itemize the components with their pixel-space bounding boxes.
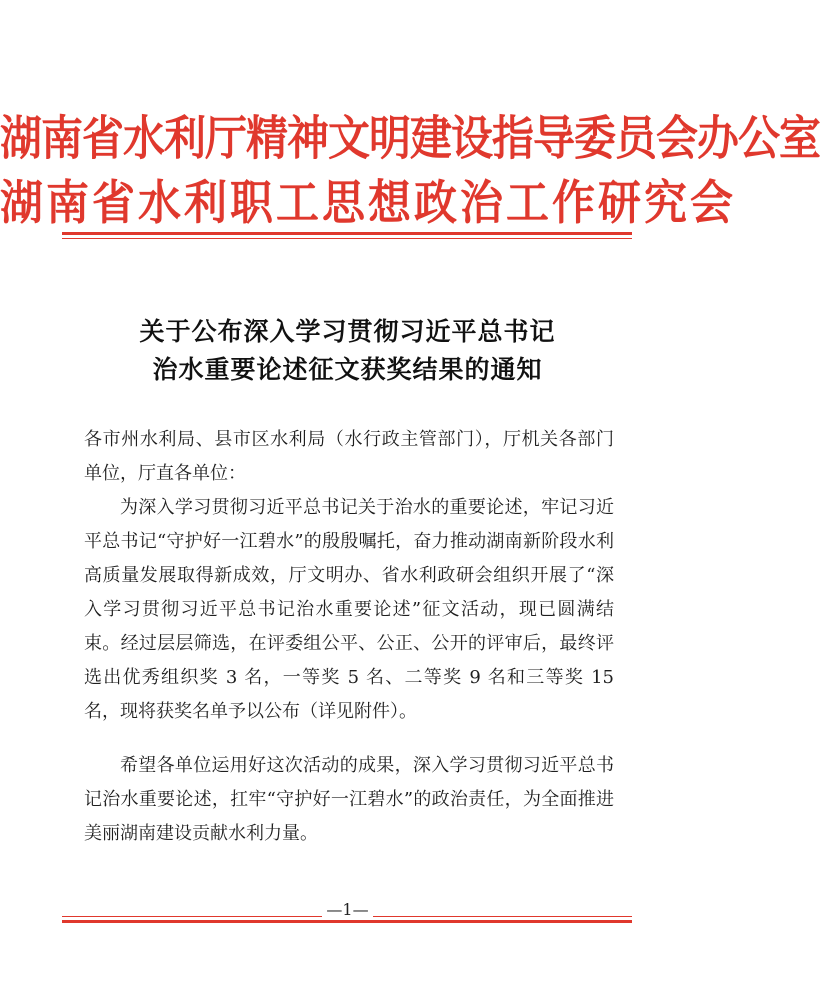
body-paragraph-2-text: 希望各单位运用好这次活动的成果，深入学习贯彻习近平总书记治水重要论述，扛牢“守护好一江碧水”的政治责任，为全面推进美丽湖南建设贡献水利力量。: [84, 755, 614, 844]
document-title-line-1: 关于公布深入学习贯彻习近平总书记: [139, 317, 556, 346]
body-paragraph-1: [84, 491, 614, 729]
body-paragraph-2: [84, 749, 614, 851]
header-red-rule-thick: [62, 232, 632, 235]
recipients-paragraph: [84, 423, 614, 491]
document-title-line-2: 治水重要论述征文获奖结果的通知: [152, 355, 543, 384]
body-paragraph-1-text: 为深入学习贯彻习近平总书记关于治水的重要论述，牢记习近平总书记“守护好一江碧水”的殷殷嘱托，奋力推动湖南新阶段水利高质量发展取得新成效，厅文明办、省水利政研会组织开展了“深入学习贯彻习近平总书记治水重要论述”征文活动，现已圆满结束。经过层层筛选，在评委组公平、公正、公开的评审后，最终评选出优秀组织奖 3 名，一等奖 5 名、二等奖 9 名和三等奖 15 名，现将获奖名单予以公布（详见附件）。: [84, 497, 614, 722]
recipients-text: 各市州水利局、县市区水利局（水行政主管部门），厅机关各部门单位，厅直各单位：: [84, 429, 614, 484]
page-number-text: —1—: [322, 900, 372, 919]
issuing-org-line-2: 湖南省水利职工思想政治工作研究会: [0, 175, 736, 231]
footer-red-rule-thick: [62, 920, 632, 923]
header-red-rule-thin: [62, 238, 632, 239]
issuing-org-line-1: 湖南省水利厅精神文明建设指导委员会办公室: [0, 110, 820, 166]
